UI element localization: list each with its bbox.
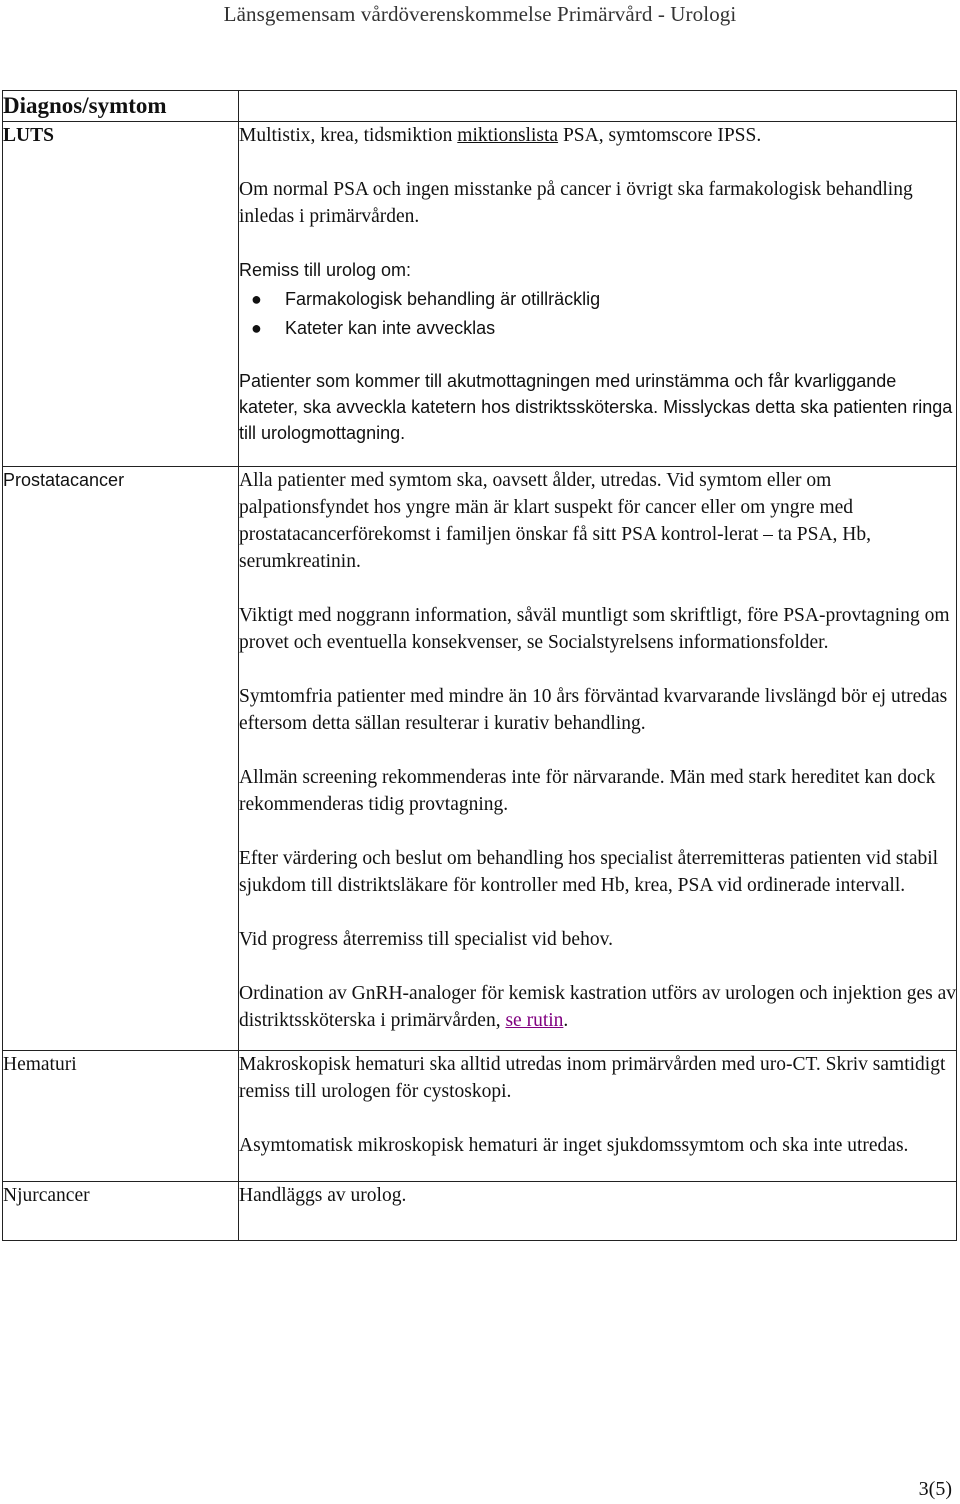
luts-line1-text-end: PSA, symtomscore IPSS.: [558, 125, 762, 146]
column-header: Diagnos/symtom: [3, 93, 167, 118]
bullet-text: Kateter kan inte avvecklas: [285, 318, 496, 338]
luts-remiss-intro: Remiss till urolog om:: [239, 260, 412, 280]
page-number: 3(5): [918, 1478, 952, 1500]
row-label-luts: LUTS: [3, 125, 54, 146]
prostata-para7-end: .: [563, 1010, 569, 1031]
row-label-cell: [3, 1182, 239, 1241]
table-row-luts: [3, 122, 957, 467]
se-rutin-link[interactable]: se rutin: [505, 1010, 564, 1031]
row-content-prostatacancer: [239, 467, 957, 1051]
column-header-empty-cell: [239, 91, 957, 122]
prostata-para7: [239, 980, 956, 1034]
bullet-icon: ●: [251, 318, 262, 338]
bullet-text: Farmakologisk behandling är otillräcklig: [285, 289, 601, 309]
list-item: [239, 286, 956, 312]
luts-line1-text: Multistix, krea, tidsmiktion: [239, 125, 458, 146]
prostata-para7-text: Ordination av GnRH-analoger för kemisk kastration utförs av urologen och injektion ges av distriktssköterska i primärvården,: [239, 983, 956, 1031]
luts-remiss-block: [239, 257, 956, 341]
row-label-cell: [3, 1051, 239, 1182]
row-content-njurcancer: [239, 1182, 957, 1241]
document-header: Länsgemensam vårdöverenskommelse Primärvård - Urologi: [223, 2, 737, 26]
prostata-para4: Allmän screening rekommenderas inte för närvarande. Män med stark hereditet kan dock rekommenderas tidig provtagning.: [239, 767, 936, 815]
list-item: [239, 315, 956, 341]
hematuri-para2: Asymtomatisk mikroskopisk hematuri är inget sjukdomssymtom och ska inte utredas.: [239, 1135, 909, 1156]
njurcancer-para1: Handläggs av urolog.: [239, 1185, 407, 1206]
column-header-cell: [3, 91, 239, 122]
hematuri-para1: Makroskopisk hematuri ska alltid utredas inom primärvården med uro-CT. Skriv samtidigt remiss till urologen för cystoskopi.: [239, 1054, 946, 1102]
row-label-cell: [3, 122, 239, 467]
row-content-hematuri: [239, 1051, 957, 1182]
table-row-hematuri: [3, 1051, 957, 1182]
table-row-njurcancer: [3, 1182, 957, 1241]
row-label-njurcancer: Njurcancer: [3, 1185, 90, 1206]
row-label-prostatacancer: Prostatacancer: [3, 470, 125, 490]
prostata-para6: Vid progress återremiss till specialist vid behov.: [239, 929, 613, 950]
guidelines-table: [2, 90, 957, 1241]
prostata-para5: Efter värdering och beslut om behandling hos specialist återremitteras patienten vid stabil sjukdom till distriktsläkare för kontroller med Hb, krea, PSA vid ordinerade intervall.: [239, 848, 939, 896]
prostata-para2: Viktigt med noggrann information, såväl muntligt som skriftligt, före PSA-provtagning om provet och eventuella konsekvenser, se Socialstyrelsens informationsfolder.: [239, 605, 950, 653]
row-label-hematuri: Hematuri: [3, 1054, 77, 1075]
row-content-luts: [239, 122, 957, 467]
table-row-prostatacancer: [3, 467, 957, 1051]
bullet-icon: ●: [251, 289, 262, 309]
prostata-para3: Symtomfria patienter med mindre än 10 års förväntad kvarvarande livslängd bör ej utredas eftersom detta sällan resulterar i kurativ behandling.: [239, 686, 948, 734]
luts-bullet-list: [239, 286, 956, 341]
prostata-para1: Alla patienter med symtom ska, oavsett ålder, utredas. Vid symtom eller om palpationsfyndet hos yngre män är klart suspekt för cancer eller om yngre med prostatacancerförekomst i familjen önskar få sitt PSA kontrol-lerat – ta PSA, Hb, serumkreatinin.: [239, 470, 871, 572]
luts-line1: [239, 122, 956, 149]
table-header-row: [3, 91, 957, 122]
row-label-cell: [3, 467, 239, 1051]
luts-para2: Om normal PSA och ingen misstanke på cancer i övrigt ska farmakologisk behandling inledas i primärvården.: [239, 179, 913, 227]
luts-para4: Patienter som kommer till akutmottagningen med urinstämma och får kvarliggande kateter, ska avveckla katetern hos distriktssköterska. Misslyckas detta ska patienten ringa till urologmottagning.: [239, 371, 953, 443]
miktionslista-link[interactable]: miktionslista: [457, 125, 559, 146]
